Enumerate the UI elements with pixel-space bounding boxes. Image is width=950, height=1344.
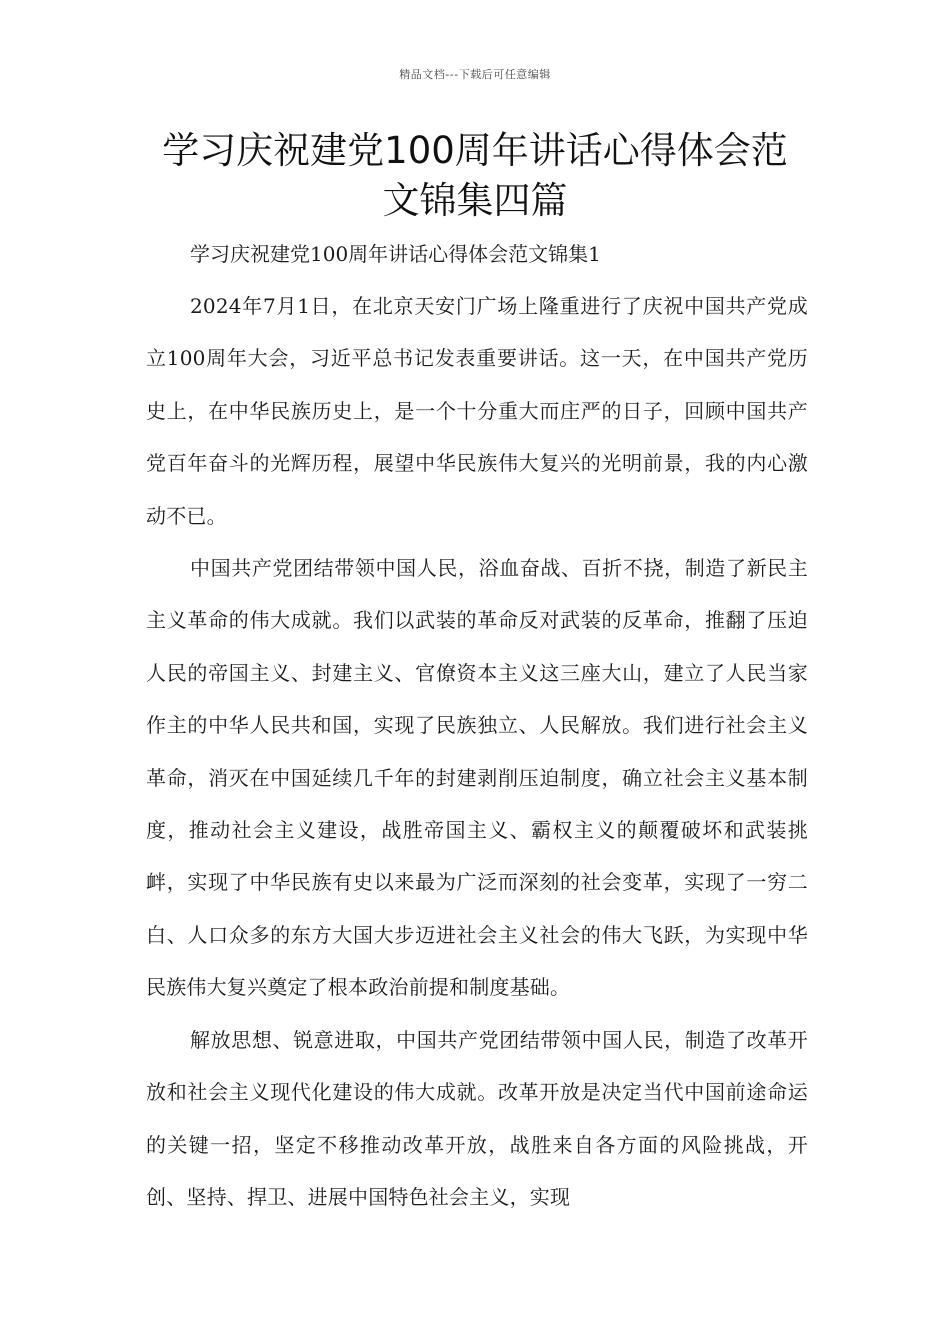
paragraph-3: 解放思想、锐意进取，中国共产党团结带领中国人民，制造了改革开放和社会主义现代化建设的伟大成就。改革开放是决定当代中国前途命运的关键一招，坚定不移推动改革开放，战胜来自各方面的风险挑战，开创、坚持、捍卫、进展中国特色社会主义，实现 bbox=[146, 1027, 808, 1209]
paragraph-1: 2024年7月1日，在北京天安门广场上隆重进行了庆祝中国共产党成立100周年大会，习近平总书记发表重要讲话。这一天，在中国共产党历史上，在中华民族历史上，是一个十分重大而庄严的日子，回顾中国共产党百年奋斗的光辉历程，展望中华民族伟大复兴的光明前景，我的内心激动不已。 bbox=[146, 294, 808, 528]
header-note: 精品文档---下载后可任意编辑 bbox=[399, 68, 551, 81]
title-line-2: 文锦集四篇 bbox=[382, 179, 568, 222]
title-line-1: 学习庆祝建党100周年讲话心得体会范 bbox=[162, 129, 788, 172]
document-body bbox=[146, 228, 808, 1223]
document-title bbox=[100, 126, 850, 226]
paragraph-2: 中国共产党团结带领中国人民，浴血奋战、百折不挠，制造了新民主主义革命的伟大成就。我们以武装的革命反对武装的反革命，推翻了压迫人民的帝国主义、封建主义、官僚资本主义这三座大山，建立了人民当家作主的中华人民共和国，实现了民族独立、人民解放。我们进行社会主义革命，消灭在中国延续几千年的封建剥削压迫制度，确立社会主义基本制度，推动社会主义建设，战胜帝国主义、霸权主义的颠覆破坏和武装挑衅，实现了中华民族有史以来最为广泛而深刻的社会变革，实现了一穷二白、人口众多的东方大国大步迈进社会主义社会的伟大飞跃，为实现中华民族伟大复兴奠定了根本政治前提和制度基础。 bbox=[146, 556, 808, 1000]
section-heading: 学习庆祝建党100周年讲话心得体会范文锦集1 bbox=[190, 242, 601, 266]
